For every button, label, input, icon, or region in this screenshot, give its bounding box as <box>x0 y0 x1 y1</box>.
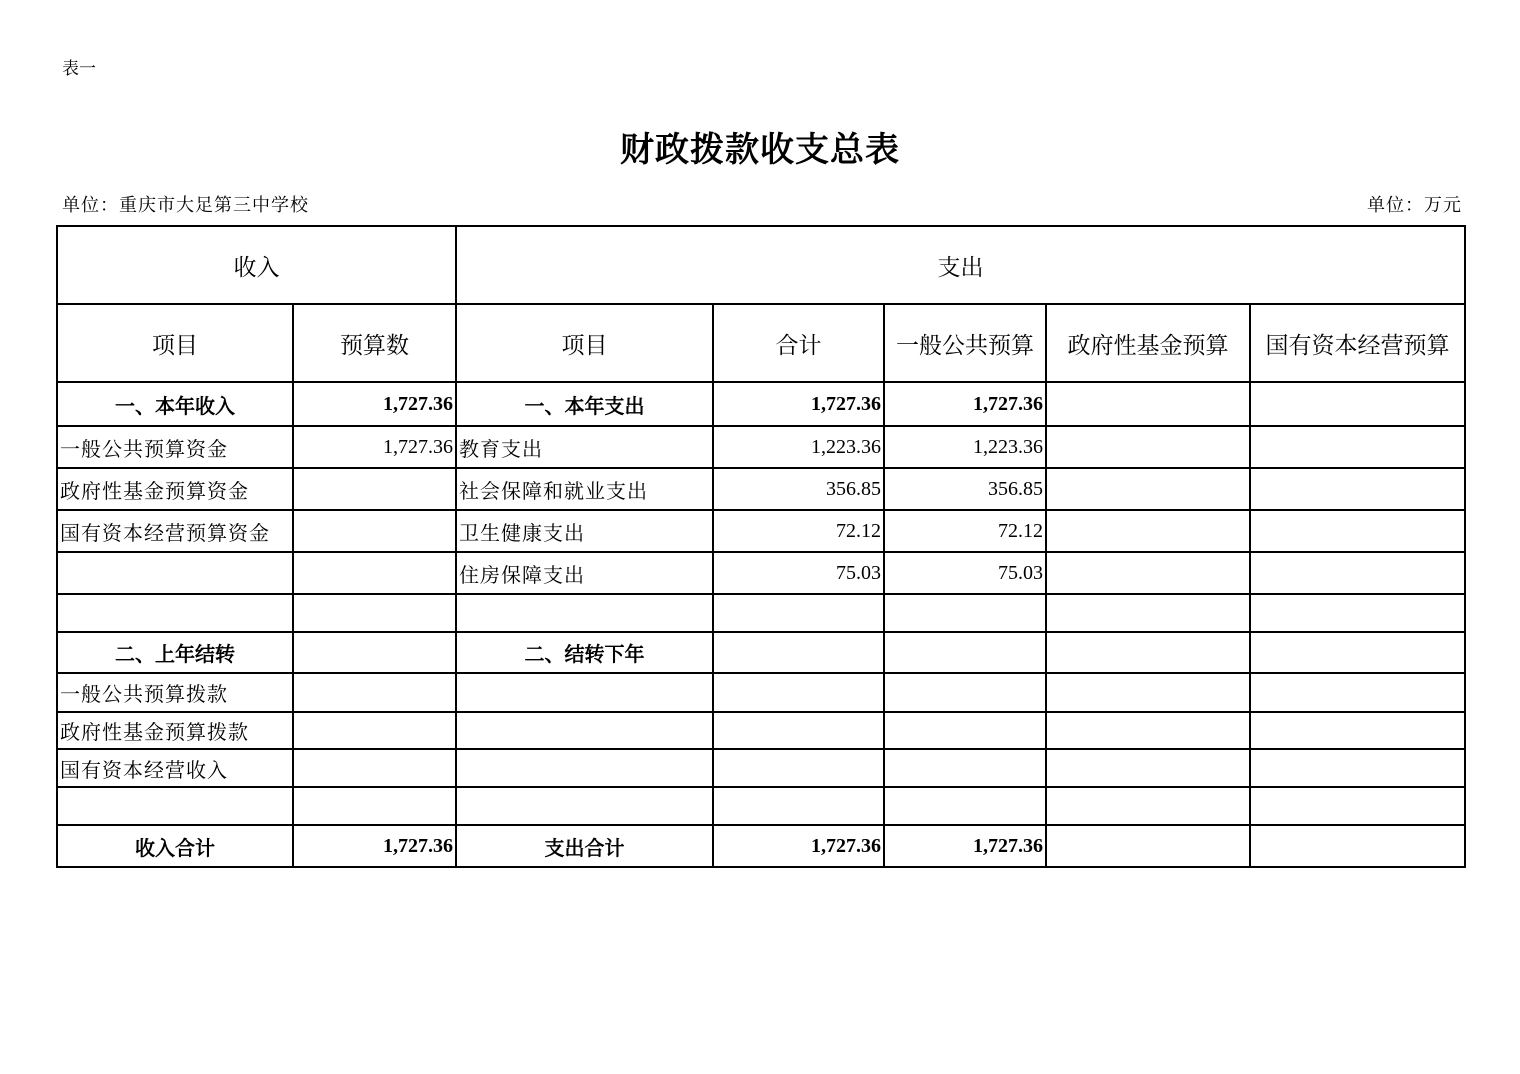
expense-item-cell: 支出合计 <box>456 825 713 867</box>
state-capital-cell <box>1250 510 1465 552</box>
table-row <box>57 468 1465 510</box>
budget-cell <box>293 632 456 673</box>
gov-fund-cell <box>1046 382 1250 426</box>
state-capital-cell <box>1250 552 1465 594</box>
general-budget-cell: 356.85 <box>884 468 1046 510</box>
budget-cell: 1,727.36 <box>293 825 456 867</box>
general-budget-cell: 1,223.36 <box>884 426 1046 468</box>
budget-cell: 1,727.36 <box>293 382 456 426</box>
total-cell: 1,223.36 <box>713 426 884 468</box>
total-cell: 75.03 <box>713 552 884 594</box>
total-cell: 356.85 <box>713 468 884 510</box>
expense-item-cell: 教育支出 <box>456 426 713 468</box>
gov-fund-cell <box>1046 673 1250 712</box>
expense-item-cell: 住房保障支出 <box>456 552 713 594</box>
expense-item-cell: 二、结转下年 <box>456 632 713 673</box>
total-cell <box>713 712 884 749</box>
expense-item-cell <box>456 594 713 632</box>
total-cell: 1,727.36 <box>713 382 884 426</box>
general-budget-cell <box>884 673 1046 712</box>
col-gov-fund-budget: 政府性基金预算 <box>1046 304 1250 382</box>
total-cell <box>713 673 884 712</box>
total-cell: 1,727.36 <box>713 825 884 867</box>
general-budget-cell <box>884 749 1046 787</box>
col-state-capital-budget: 国有资本经营预算 <box>1250 304 1465 382</box>
unit-currency: 单位：万元 <box>1367 195 1462 216</box>
state-capital-cell <box>1250 825 1465 867</box>
col-budget: 预算数 <box>293 304 456 382</box>
state-capital-cell <box>1250 382 1465 426</box>
gov-fund-cell <box>1046 825 1250 867</box>
gov-fund-cell <box>1046 712 1250 749</box>
gov-fund-cell <box>1046 468 1250 510</box>
income-item-cell <box>57 552 293 594</box>
general-budget-cell: 72.12 <box>884 510 1046 552</box>
table-row <box>57 825 1465 867</box>
state-capital-cell <box>1250 749 1465 787</box>
general-budget-cell <box>884 787 1046 825</box>
col-expense-item: 项目 <box>456 304 713 382</box>
expense-header: 支出 <box>456 226 1465 304</box>
table-row <box>57 510 1465 552</box>
table-row <box>57 749 1465 787</box>
state-capital-cell <box>1250 632 1465 673</box>
table-row <box>57 552 1465 594</box>
header-row-columns <box>57 304 1465 382</box>
table-row <box>57 712 1465 749</box>
general-budget-cell <box>884 632 1046 673</box>
income-item-cell: 政府性基金预算资金 <box>57 468 293 510</box>
expense-item-cell <box>456 673 713 712</box>
general-budget-cell <box>884 712 1046 749</box>
total-cell <box>713 787 884 825</box>
budget-cell <box>293 749 456 787</box>
general-budget-cell <box>884 594 1046 632</box>
income-item-cell: 国有资本经营预算资金 <box>57 510 293 552</box>
table-row <box>57 594 1465 632</box>
table-row <box>57 632 1465 673</box>
state-capital-cell <box>1250 712 1465 749</box>
income-item-cell: 一般公共预算资金 <box>57 426 293 468</box>
total-cell <box>713 632 884 673</box>
income-header: 收入 <box>57 226 456 304</box>
budget-cell <box>293 787 456 825</box>
income-item-cell: 二、上年结转 <box>57 632 293 673</box>
state-capital-cell <box>1250 787 1465 825</box>
gov-fund-cell <box>1046 594 1250 632</box>
state-capital-cell <box>1250 426 1465 468</box>
general-budget-cell: 1,727.36 <box>884 382 1046 426</box>
col-income-item: 项目 <box>57 304 293 382</box>
state-capital-cell <box>1250 468 1465 510</box>
general-budget-cell: 75.03 <box>884 552 1046 594</box>
expense-item-cell <box>456 749 713 787</box>
state-capital-cell <box>1250 673 1465 712</box>
total-cell <box>713 594 884 632</box>
budget-cell: 1,727.36 <box>293 426 456 468</box>
income-item-cell: 国有资本经营收入 <box>57 749 293 787</box>
table-row <box>57 673 1465 712</box>
income-item-cell: 一、本年收入 <box>57 382 293 426</box>
expense-item-cell: 社会保障和就业支出 <box>456 468 713 510</box>
budget-cell <box>293 673 456 712</box>
table-row <box>57 426 1465 468</box>
fiscal-summary-table <box>56 225 1466 868</box>
gov-fund-cell <box>1046 787 1250 825</box>
budget-cell <box>293 510 456 552</box>
gov-fund-cell <box>1046 632 1250 673</box>
col-general-budget: 一般公共预算 <box>884 304 1046 382</box>
table-row <box>57 787 1465 825</box>
gov-fund-cell <box>1046 426 1250 468</box>
gov-fund-cell <box>1046 510 1250 552</box>
general-budget-cell: 1,727.36 <box>884 825 1046 867</box>
income-item-cell <box>57 594 293 632</box>
income-item-cell: 政府性基金预算拨款 <box>57 712 293 749</box>
budget-cell <box>293 552 456 594</box>
total-cell <box>713 749 884 787</box>
budget-cell <box>293 468 456 510</box>
table-row <box>57 382 1465 426</box>
unit-organization: 单位：重庆市大足第三中学校 <box>62 195 309 216</box>
col-total: 合计 <box>713 304 884 382</box>
page-title: 财政拨款收支总表 <box>620 130 900 170</box>
income-item-cell <box>57 787 293 825</box>
expense-item-cell <box>456 712 713 749</box>
table-number: 表一 <box>62 59 96 79</box>
expense-item-cell <box>456 787 713 825</box>
expense-item-cell: 卫生健康支出 <box>456 510 713 552</box>
income-item-cell: 收入合计 <box>57 825 293 867</box>
state-capital-cell <box>1250 594 1465 632</box>
budget-cell <box>293 712 456 749</box>
header-row-group <box>57 226 1465 304</box>
gov-fund-cell <box>1046 552 1250 594</box>
budget-cell <box>293 594 456 632</box>
total-cell: 72.12 <box>713 510 884 552</box>
income-item-cell: 一般公共预算拨款 <box>57 673 293 712</box>
expense-item-cell: 一、本年支出 <box>456 382 713 426</box>
gov-fund-cell <box>1046 749 1250 787</box>
